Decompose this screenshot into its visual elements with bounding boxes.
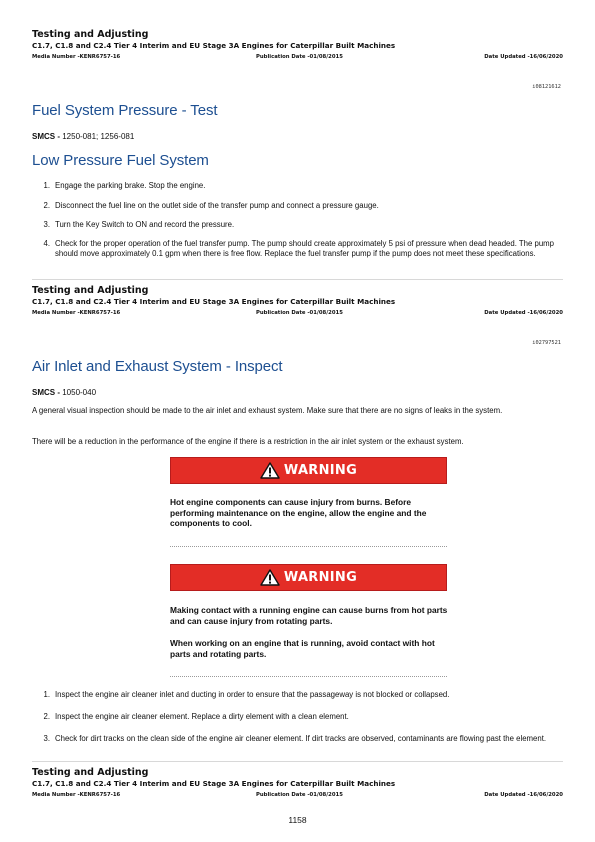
warning-text: Hot engine components can cause injury from burns. Before performing maintenance on the engine, allow the engine and the components to cool. xyxy=(170,497,427,529)
warning-label: WARNING xyxy=(283,463,358,478)
warning-triangle-icon xyxy=(260,569,280,586)
header-title: Testing and Adjusting xyxy=(32,29,149,40)
subsection-title: Low Pressure Fuel System xyxy=(32,152,209,169)
list-item xyxy=(38,181,566,191)
smcs-line xyxy=(32,388,96,397)
media-number: Media Number -KENR6757-16 xyxy=(32,792,121,798)
date-updated: Date Updated -16/06/2020 xyxy=(484,54,563,60)
warning-divider xyxy=(170,676,447,677)
header-subtitle: C1.7, C1.8 and C2.4 Tier 4 Interim and EU Stage 3A Engines for Caterpillar Built Machines xyxy=(32,779,396,788)
list-item xyxy=(38,690,566,700)
list-item xyxy=(38,712,566,722)
step-number: 2. xyxy=(43,201,50,210)
step-number: 2. xyxy=(43,712,50,721)
media-number: Media Number -KENR6757-16 xyxy=(32,310,121,316)
step-text: Check for dirt tracks on the clean side of the engine air cleaner element. If dirt tracks are observed, contaminants are flowing past the element. xyxy=(55,734,547,743)
header-title: Testing and Adjusting xyxy=(32,285,149,296)
header-subtitle: C1.7, C1.8 and C2.4 Tier 4 Interim and EU Stage 3A Engines for Caterpillar Built Machines xyxy=(32,297,396,306)
warning-divider xyxy=(170,546,447,547)
header-subtitle: C1.7, C1.8 and C2.4 Tier 4 Interim and EU Stage 3A Engines for Caterpillar Built Machines xyxy=(32,41,396,50)
paragraph: There will be a reduction in the performance of the engine if there is a restriction in the air inlet system or the exhaust system. xyxy=(32,437,464,446)
smcs-codes: 1050-040 xyxy=(60,388,97,397)
list-item xyxy=(38,201,566,211)
step-number: 1. xyxy=(43,690,50,699)
warning-banner xyxy=(170,457,447,484)
warning-label: WARNING xyxy=(283,570,358,585)
step-number: 4. xyxy=(43,239,50,248)
smcs-label: SMCS - xyxy=(32,388,60,397)
smcs-line xyxy=(32,132,134,141)
step-text: Inspect the engine air cleaner element. Replace a dirty element with a clean element. xyxy=(55,712,349,721)
publication-date: Publication Date -01/08/2015 xyxy=(256,54,343,60)
step-number: 1. xyxy=(43,181,50,190)
warning-banner xyxy=(170,564,447,591)
divider xyxy=(32,279,563,280)
smcs-codes: 1250-081; 1256-081 xyxy=(60,132,135,141)
doc-id: i02797521 xyxy=(532,340,561,346)
step-list xyxy=(38,181,566,281)
step-text: Disconnect the fuel line on the outlet side of the transfer pump and connect a pressure gauge. xyxy=(55,201,379,210)
list-item xyxy=(38,239,566,258)
warning-text: Making contact with a running engine can cause burns from hot parts and can cause injury from rotating parts. xyxy=(170,605,448,626)
section-title: Air Inlet and Exhaust System - Inspect xyxy=(32,358,283,375)
divider xyxy=(32,761,563,762)
step-number: 3. xyxy=(43,220,50,229)
step-text: Check for the proper operation of the fuel transfer pump. The pump should create approximately 5 psi of pressure when dead headed. The pump should move approximately 0.1 gpm when there is free flow. Replace the fuel transfer pump if the pump does not meet these specifications. xyxy=(55,239,555,258)
date-updated: Date Updated -16/06/2020 xyxy=(484,792,563,798)
warning-triangle-icon xyxy=(260,462,280,479)
page-number: 1158 xyxy=(288,815,307,825)
paragraph: A general visual inspection should be made to the air inlet and exhaust system. Make sure that there are no signs of leaks in the system. xyxy=(32,406,503,415)
doc-id: i08121612 xyxy=(532,84,561,90)
media-number: Media Number -KENR6757-16 xyxy=(32,54,121,60)
header-title: Testing and Adjusting xyxy=(32,767,149,778)
publication-date: Publication Date -01/08/2015 xyxy=(256,310,343,316)
list-item xyxy=(38,220,566,230)
step-text: Inspect the engine air cleaner inlet and ducting in order to ensure that the passageway is not blocked or collapsed. xyxy=(55,690,450,699)
section-title: Fuel System Pressure - Test xyxy=(32,102,218,119)
date-updated: Date Updated -16/06/2020 xyxy=(484,310,563,316)
step-text: Turn the Key Switch to ON and record the pressure. xyxy=(55,220,235,229)
warning-text: When working on an engine that is running, avoid contact with hot parts and rotating parts. xyxy=(170,638,435,659)
list-item xyxy=(38,734,566,744)
step-text: Engage the parking brake. Stop the engine. xyxy=(55,181,206,190)
step-list xyxy=(38,690,566,760)
publication-date: Publication Date -01/08/2015 xyxy=(256,792,343,798)
smcs-label: SMCS - xyxy=(32,132,60,141)
step-number: 3. xyxy=(43,734,50,743)
